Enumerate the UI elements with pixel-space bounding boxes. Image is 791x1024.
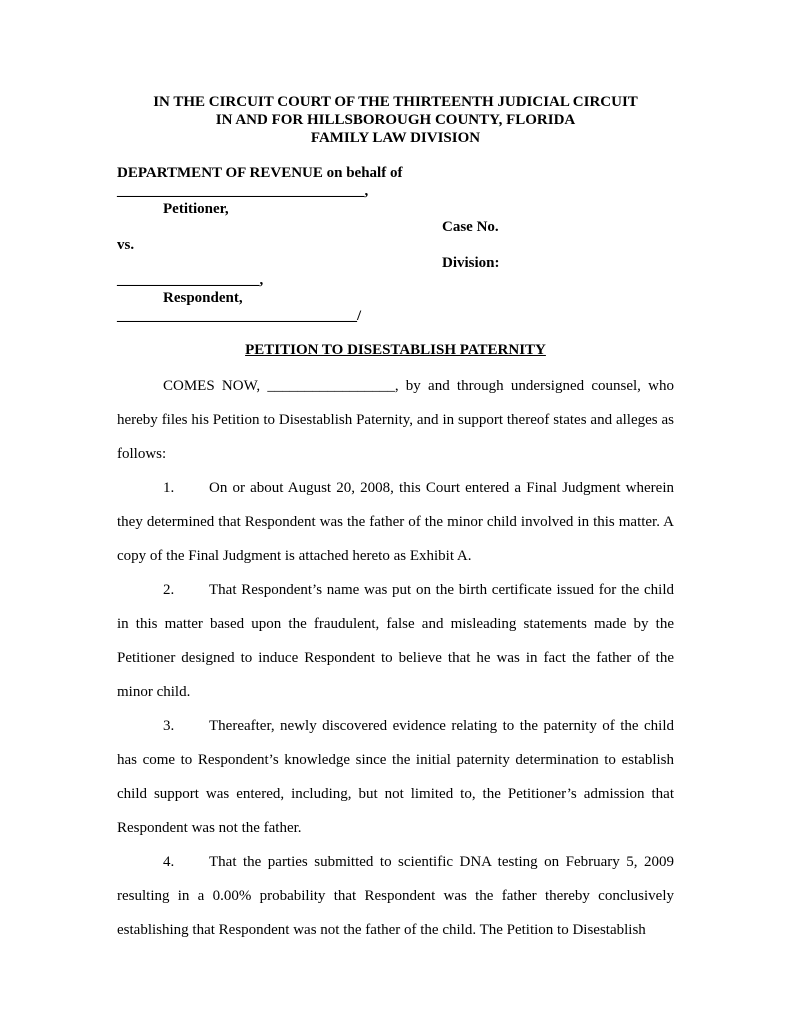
intro-paragraph: COMES NOW, _________________, by and through undersigned counsel, who hereby files his Petition to Disestablish Paternity, and in support thereof states and alleges as follows: (117, 378, 674, 462)
numbered-paragraph-4 (117, 845, 674, 947)
paragraph-number: 3. (163, 718, 175, 734)
paragraph-text: Thereafter, newly discovered evidence relating to the paternity of the child has come to Respondent’s knowledge since the initial paternity determination to establish child support was entered, including, but not limited to, the Petitioner’s admission that Respondent was not the father. (117, 718, 674, 836)
court-heading-line-1: IN THE CIRCUIT COURT OF THE THIRTEENTH JUDICIAL CIRCUIT (153, 94, 638, 110)
paragraph-number: 1. (163, 480, 175, 496)
numbered-paragraph-2 (117, 573, 674, 709)
case-number-label: Case No. (442, 219, 499, 235)
respondent-label: Respondent, (163, 290, 243, 306)
respondent-blank: ___________________, (117, 272, 264, 288)
division-label: Division: (442, 255, 500, 271)
paragraph-number: 4. (163, 854, 175, 870)
petitioner-name-line: DEPARTMENT OF REVENUE on behalf of (117, 165, 403, 181)
numbered-paragraph-3 (117, 709, 674, 845)
versus-label: vs. (117, 237, 135, 253)
petition-body (117, 369, 674, 947)
court-heading-line-3: FAMILY LAW DIVISION (310, 130, 481, 146)
petitioner-blank: _________________________________, (117, 183, 369, 199)
paragraph-number: 2. (163, 582, 175, 598)
caption-closing-line: ________________________________/ (117, 308, 362, 324)
numbered-paragraph-1 (117, 471, 674, 573)
court-heading-line-2: IN AND FOR HILLSBOROUGH COUNTY, FLORIDA (215, 112, 576, 128)
paragraph-text: That Respondent’s name was put on the birth certificate issued for the child in this matter based upon the fraudulent, false and misleading statements made by the Petitioner designed to induce Respondent to believe that he was in fact the father of the minor child. (117, 582, 674, 700)
petitioner-label: Petitioner, (163, 201, 229, 217)
paragraph-text: On or about August 20, 2008, this Court entered a Final Judgment wherein they determined that Respondent was the father of the minor child involved in this matter. A copy of the Final Judgment is attached hereto as Exhibit A. (117, 480, 674, 564)
paragraph-text: That the parties submitted to scientific DNA testing on February 5, 2009 resulting in a 0.00% probability that Respondent was the father thereby conclusively establishing that Respondent was not the father of the child. The Petition to Disestablish (117, 854, 674, 938)
document-title: PETITION TO DISESTABLISH PATERNITY (245, 342, 546, 358)
